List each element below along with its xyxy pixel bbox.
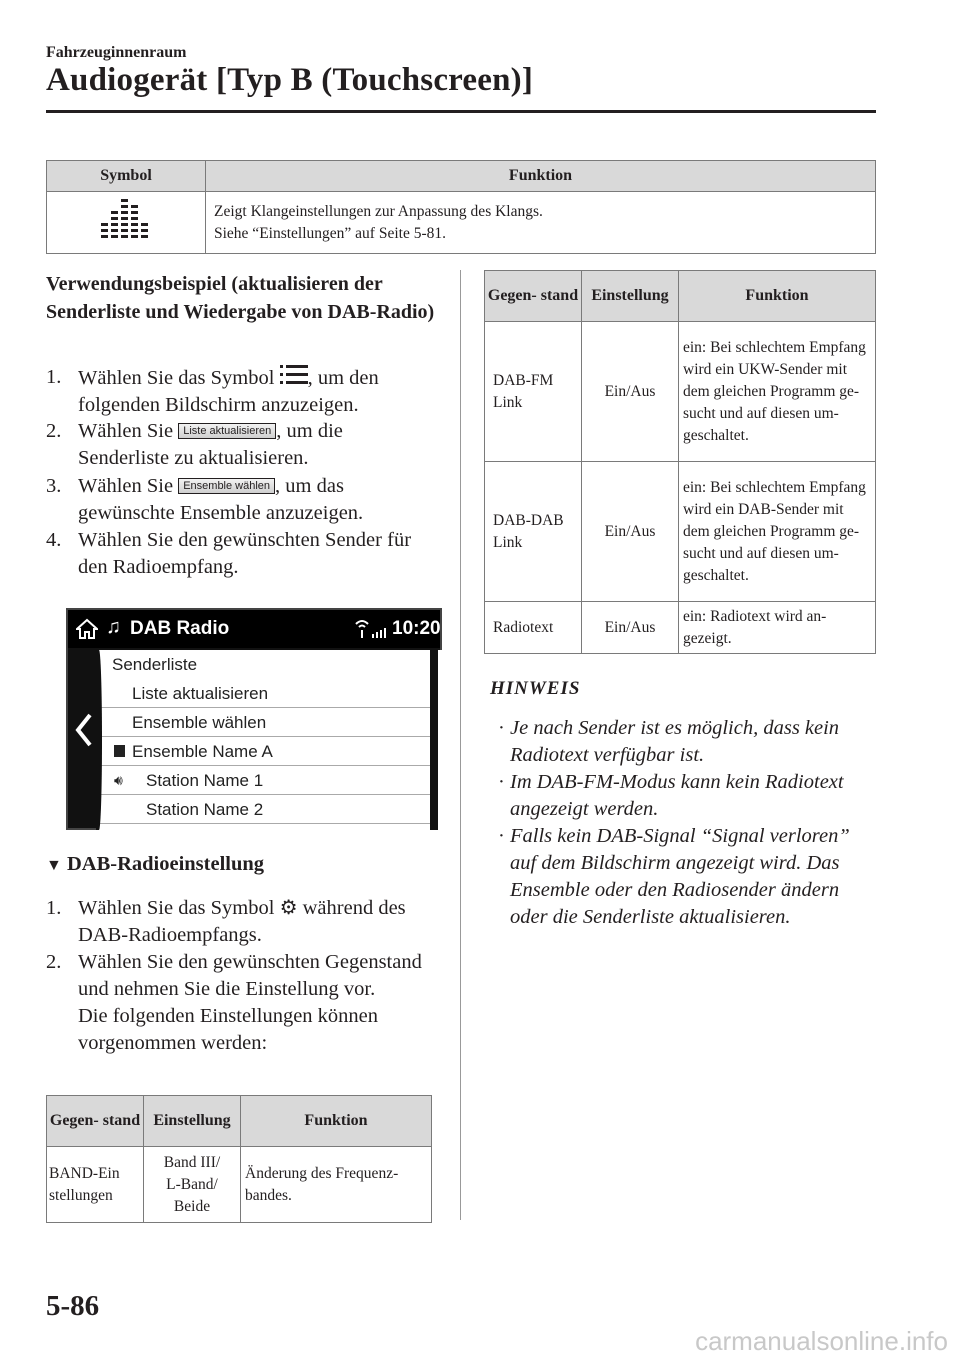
col-function: Funktion [206, 161, 876, 192]
step-text: Wählen Sie das Symbol [78, 897, 275, 919]
col-funktion: Funktion [679, 271, 876, 322]
gear-icon: ⚙ [279, 897, 298, 919]
music-note-icon: ♫ [106, 616, 121, 638]
list-header: Senderliste [112, 655, 198, 674]
list-arc-left [96, 650, 102, 830]
bullet-icon: · [498, 717, 505, 739]
cell-function: ein: Radiotext wird an- gezeigt. [679, 602, 876, 654]
screen-header [68, 610, 440, 648]
step-text: , um den folgenden Bildschirm anzuzeigen. [78, 367, 379, 416]
step-text: Wählen Sie [78, 420, 174, 442]
symbol-desc-1: Zeigt Klangeinstellungen zur Anpassung des Klangs. [214, 202, 543, 220]
step-num: 2. [46, 420, 62, 442]
section-label: Fahrzeuginnenraum [46, 44, 187, 61]
step-subtext: Die folgenden Einstellungen können vorgenommen werden: [78, 1005, 379, 1054]
table-row [485, 462, 876, 602]
scrollbar[interactable] [430, 650, 438, 830]
step-text: Wählen Sie den gewünschten Gegenstand und nehmen Sie die Einstellung vor. [78, 951, 422, 1000]
triangle-down-icon: ▼ [46, 857, 62, 874]
home-icon [76, 618, 98, 640]
page-number: 5-86 [46, 1290, 100, 1322]
step-num: 4. [46, 529, 62, 551]
bullet-icon: · [498, 771, 505, 793]
screen-title: DAB Radio [130, 618, 230, 639]
cell-setting: Ein/Aus [582, 602, 679, 654]
step-text: , um das gewünschte Ensemble anzuzeigen. [78, 475, 364, 524]
step-text: Wählen Sie das Symbol [78, 367, 275, 389]
cell-setting: Ein/Aus [582, 322, 679, 462]
hinweis-title: HINWEIS [490, 678, 581, 699]
back-arrow-icon[interactable] [74, 712, 94, 748]
table-row [47, 1147, 432, 1223]
cell-item: DAB-DAB Link [485, 462, 582, 602]
step-text: Wählen Sie [78, 475, 174, 497]
cell-setting: Band III/ L-Band/ Beide [144, 1147, 241, 1223]
ensemble-waehlen-button-icon: Ensemble wählen [178, 478, 275, 494]
cell-function: ein: Bei schlechtem Empfang wird ein DAB-Sender mit dem gleichen Programm ge- sucht und auf diesen um- geschaltet. [679, 462, 876, 602]
step-text: während des DAB-Radioempfangs. [78, 897, 406, 946]
symbol-table [46, 160, 876, 254]
cell-function: Änderung des Frequenz- bandes. [241, 1147, 432, 1223]
ensemble-label: Ensemble Name A [132, 742, 273, 761]
chapter-title: Audiogerät [Typ B (Touchscreen)] [46, 62, 534, 98]
list-item-ensemble[interactable] [96, 737, 432, 766]
bullet-icon: · [498, 825, 505, 847]
step-num: 3. [46, 475, 62, 497]
band-settings-table [46, 1095, 432, 1223]
clock: 10:20 [392, 618, 441, 639]
note-1 [498, 715, 890, 769]
cell-item: Radiotext [485, 602, 582, 654]
title-rule [46, 110, 876, 113]
note-3 [498, 823, 880, 931]
step-num: 1. [46, 366, 62, 388]
signal-icon [354, 618, 390, 640]
col-funktion: Funktion [241, 1096, 432, 1147]
col-einstellung: Einstellung [582, 271, 679, 322]
col-symbol: Symbol [47, 161, 206, 192]
note-2 [498, 769, 890, 823]
col-gegenstand: Gegen- stand [485, 271, 582, 322]
ensemble-icon [114, 745, 125, 757]
column-divider [460, 270, 461, 1220]
step-num: 2. [46, 951, 62, 973]
settings-heading-text: DAB-Radioeinstellung [66, 853, 265, 875]
station-list [96, 650, 442, 830]
list-item-station-1[interactable] [96, 766, 432, 795]
cell-setting: Ein/Aus [582, 462, 679, 602]
example-heading: Verwendungsbeispiel (aktualisieren der Senderliste und Wiedergabe von DAB-Radio) [46, 273, 435, 323]
list-item-station-2[interactable]: Station Name 2 [96, 795, 432, 824]
list-icon [280, 364, 308, 386]
speaker-icon: 🔊︎ [114, 772, 123, 788]
symbol-cell [47, 192, 206, 254]
step-text: Wählen Sie den gewünschten Sender für den Radioempfang. [78, 529, 412, 578]
symbol-desc-2: Siehe “Einstellungen” auf Seite 5-81. [214, 224, 447, 242]
equalizer-icon [99, 197, 153, 241]
link-settings-table [484, 270, 876, 654]
note-text: Falls kein DAB-Signal “Signal verloren” auf dem Bildschirm angezeigt wird. Das Ensemble oder den Radiosender ändern oder die Senderliste aktualisieren. [510, 825, 850, 928]
table-row [485, 602, 876, 654]
settings-heading [46, 850, 264, 880]
col-einstellung: Einstellung [144, 1096, 241, 1147]
note-text: Im DAB-FM-Modus kann kein Radiotext angezeigt werden. [510, 771, 844, 820]
liste-aktualisieren-button-icon: Liste aktualisieren [178, 423, 276, 439]
station-label: Station Name 1 [146, 771, 264, 790]
list-item-select-ensemble[interactable]: Ensemble wählen [96, 708, 432, 737]
table-row [485, 322, 876, 462]
list-item-refresh[interactable]: Liste aktualisieren [96, 679, 432, 708]
watermark: carmanualsonline.info [695, 1326, 948, 1356]
step-num: 1. [46, 897, 62, 919]
dab-radio-screen [66, 608, 442, 830]
cell-function: ein: Bei schlechtem Empfang wird ein UKW-Sender mit dem gleichen Programm ge- sucht und auf diesen um- geschaltet. [679, 322, 876, 462]
cell-item: DAB-FM Link [485, 322, 582, 462]
step-text: , um die Senderliste zu aktualisieren. [78, 420, 343, 469]
cell-item: BAND-Ein stellungen [47, 1147, 144, 1223]
note-text: Je nach Sender ist es möglich, dass kein Radiotext verfügbar ist. [510, 717, 840, 766]
col-gegenstand: Gegen- stand [47, 1096, 144, 1147]
